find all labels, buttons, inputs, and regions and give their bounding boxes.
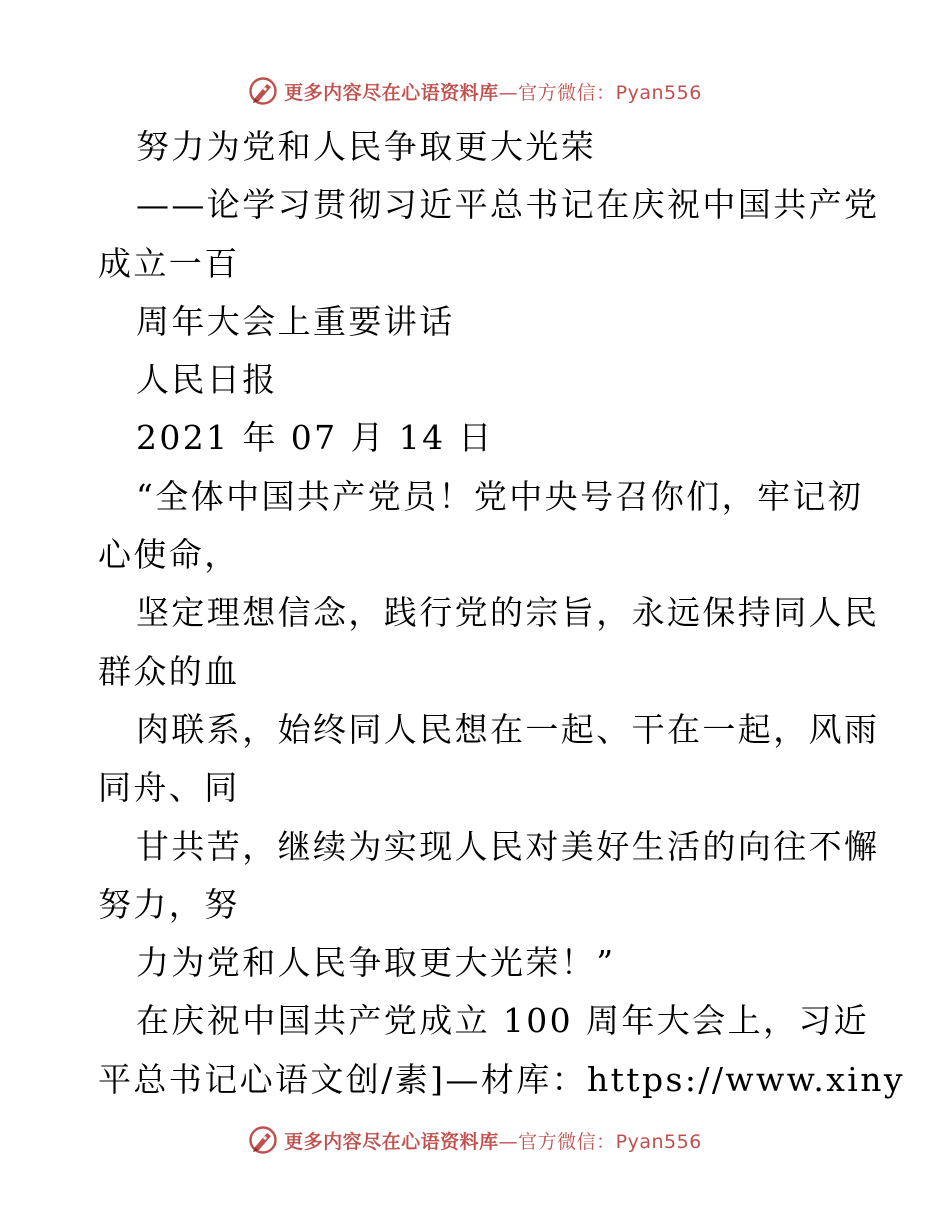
text-line: 努力为党和人民争取更大光荣 <box>136 127 597 166</box>
text-line: 肉联系，始终同人民想在一起、干在一起，风雨 <box>136 709 880 749</box>
text-line: 群众的血 <box>98 651 240 691</box>
text-line: 2021 年 07 月 14 日 <box>136 418 494 458</box>
watermark-tail-text: —官方微信：Pyan556 <box>498 1130 702 1153</box>
pen-logo-icon <box>248 76 278 106</box>
text-line: 周年大会上重要讲话 <box>136 301 455 341</box>
text-line: “全体中国共产党员！党中央号召你们，牢记初 <box>136 476 864 516</box>
text-line: 坚定理想信念，践行党的宗旨，永远保持同人民 <box>136 593 880 633</box>
text-line: 甘共苦，继续为实现人民对美好生活的向往不懈 <box>136 826 880 866</box>
text-line: 人民日报 <box>136 360 278 400</box>
pen-logo-icon <box>248 1125 278 1155</box>
text-line: 平总书记心语文创/素]—材库：https://www.xiny <box>98 1059 905 1099</box>
text-line: ——论学习贯彻习近平总书记在庆祝中国共产党 <box>136 185 880 225</box>
text-line: 心使命， <box>98 535 240 575</box>
text-line: 同舟、同 <box>98 768 240 808</box>
article-body <box>98 118 905 1109</box>
header-watermark <box>0 71 950 111</box>
watermark-main-text: 更多内容尽在心语资料库 <box>284 1130 499 1153</box>
text-line: 在庆祝中国共产党成立 100 周年大会上，习近 <box>136 1001 870 1041</box>
watermark-tail-text: —官方微信：Pyan556 <box>498 81 702 104</box>
footer-watermark <box>0 1120 950 1160</box>
watermark-main-text: 更多内容尽在心语资料库 <box>284 81 499 104</box>
text-line: 力为党和人民争取更大光荣！” <box>136 943 616 983</box>
text-line: 努力，努 <box>98 884 240 924</box>
text-line: 成立一百 <box>98 243 240 283</box>
